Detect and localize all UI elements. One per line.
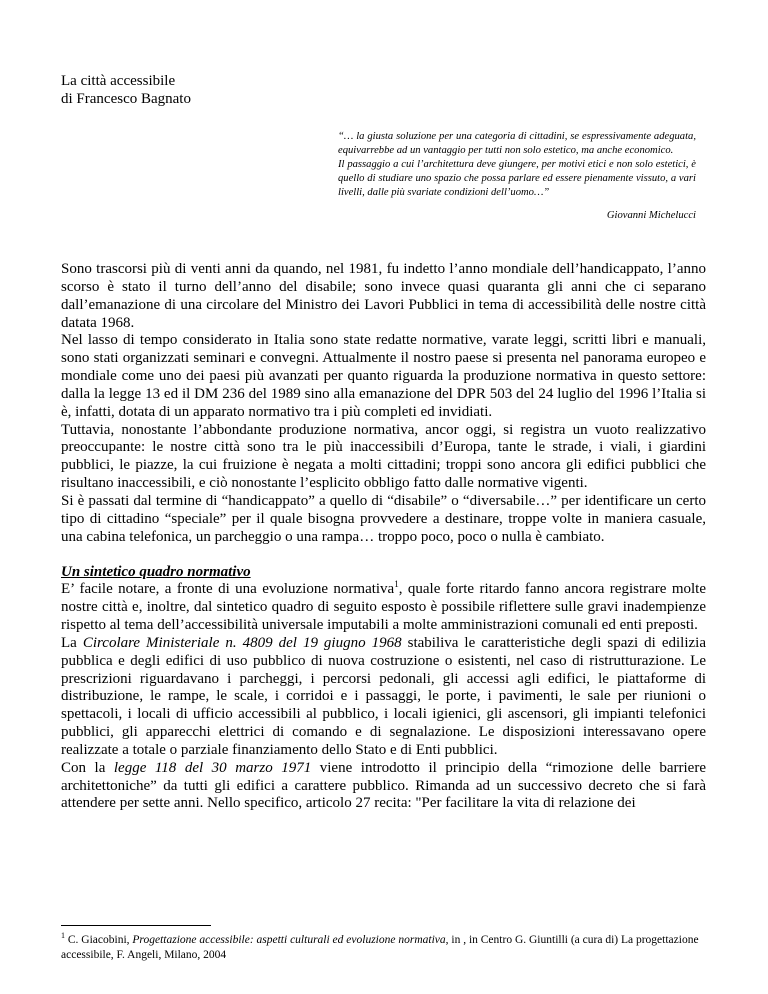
text-run: viene introdotto il principio della “rimozione delle barriere architettoniche” da tutti gli edifici a carattere pubblico. Rimanda ad un successivo decreto che si farà attendere per sette anni. Nello specifico, articolo 27 recita: "Per facilitare la vita di relazione dei [61, 759, 706, 812]
document-author: di Francesco Bagnato [61, 91, 191, 107]
epigraph-author: Giovanni Michelucci [606, 210, 696, 221]
footnote-number: 1 [61, 931, 65, 941]
text-run: C. Giacobini, [65, 934, 133, 946]
body-text [61, 261, 706, 813]
footnote [61, 933, 706, 962]
epigraph-paragraph: “… la giusta soluzione per una categoria di cittadini, se espressivamente adeguata, equivarrebbe ad un vantaggio per tutti non solo estetico, ma anche economico. [338, 131, 696, 156]
text-run: E’ facile notare, a fronte di una evoluzione normativa [61, 581, 395, 598]
paragraph: Si è passati dal termine di “handicappato” a quello di “disabile” o “diversabile…” per identificare un certo tipo di cittadino “speciale” per il quale bisogna provvedere a destinare, troppe volte in maniera casuale, una cabina telefonica, un parcheggio o una rampa… troppo poco, poco o nulla è cambiato. [61, 492, 706, 545]
footnote-reference[interactable]: 1 [394, 579, 399, 590]
text-run: La [61, 634, 83, 651]
paragraph [61, 581, 706, 635]
paragraph-spacer [61, 547, 706, 564]
document-title: La città accessibile [61, 73, 176, 89]
paragraph: Sono trascorsi più di venti anni da quando, nel 1981, fu indetto l’anno mondiale dell’handicappato, l’anno scorso è stato il turno dell’anno del disabile; sono invece quasi quaranta gli anni che ci separano dall’emanazione di una circolare del Ministro dei Lavori Pubblici in tema di accessibilità delle nostre città datata 1968. [61, 261, 706, 331]
law-citation: Circolare Ministeriale n. 4809 del 19 giugno 1968 [82, 634, 402, 651]
text-run: stabiliva le caratteristiche degli spazi di edilizia pubblica e degli edifici di uso pubblico di nuova costruzione o esistenti, nel caso di ristrutturazione. Le prescrizioni riguardavano i parcheggi, i percorsi pedonali, gli accessi agli edifici, le piattaforme di distribuzione, le rampe, le scale, i corridoi e i passaggi, le porte, i pavimenti, le sale per riunioni o spettacoli, i locali di ufficio accessibili al pubblico, i locali igienici, gli ascensori, gli impianti telefonici pubblici, gli apparecchi elettrici di comando e di segnalazione. Le disposizioni interessavano opere realizzate a totale o parziale finanziamento dello Stato e di Enti pubblici. [61, 634, 706, 758]
paragraph: Tuttavia, nonostante l’abbondante produzione normativa, ancor oggi, si registra un vuoto realizzativo preoccupante: le nostre città sono tra le più inaccessibili d’Europa, tante le strade, i viali, i giardini pubblici, le piazze, la cui fruizione è negata a molti cittadini; troppi sono ancora gli edifici pubblici che risultano inaccessibili, e ciò nonostante l’esplicito obbligo fatto dalle normative vigenti. [61, 421, 706, 492]
epigraph-quote [338, 130, 696, 200]
title-block [61, 72, 191, 108]
paragraph [61, 635, 706, 760]
text-run: Con la [61, 759, 114, 776]
footnote-separator [61, 925, 211, 926]
paragraph: Nel lasso di tempo considerato in Italia sono state redatte normative, varate leggi, scritti libri e manuali, sono stati organizzati seminari e convegni. Attualmente il nostro paese si presenta nel panorama europeo e mondiale come uno dei paesi più avanzati per quanto riguarda la produzione normativa in questo settore: dalla la legge 13 ed il DM 236 del 1989 sino alla emanazione del DPR 503 del 24 luglio del 1996 l’Italia si è, infatti, dotata di un apparato normativo tra i più completi ed invidiati. [61, 332, 706, 420]
law-citation: legge 118 del 30 marzo 1971 [113, 759, 312, 776]
epigraph-paragraph: Il passaggio a cui l’architettura deve giungere, per motivi etici e non solo estetici, è quello di studiare uno spazio che possa parlare ed essere pienamente vissuto, a vari livelli, dalle più svariate condizioni dell’uomo…” [338, 159, 696, 198]
text-run: , quale forte ritardo fanno ancora registrare molte nostre città e, inoltre, dal sintetico quadro di seguito esposto è possibile riflettere sulle gravi inadempienze rispetto al tema dell’accessibilità universale imputabili a molte amministrazioni comunali ed enti preposti. [61, 581, 706, 634]
footnote-title: Progettazione accessibile: aspetti culturali ed evoluzione normativa [132, 934, 446, 946]
text-run: , in , in Centro G. Giuntilli (a cura di) La progettazione accessibile, F. Angeli, Milano, 2004 [61, 934, 699, 961]
paragraph [61, 760, 706, 814]
section-heading: Un sintetico quadro normativo [61, 563, 251, 580]
